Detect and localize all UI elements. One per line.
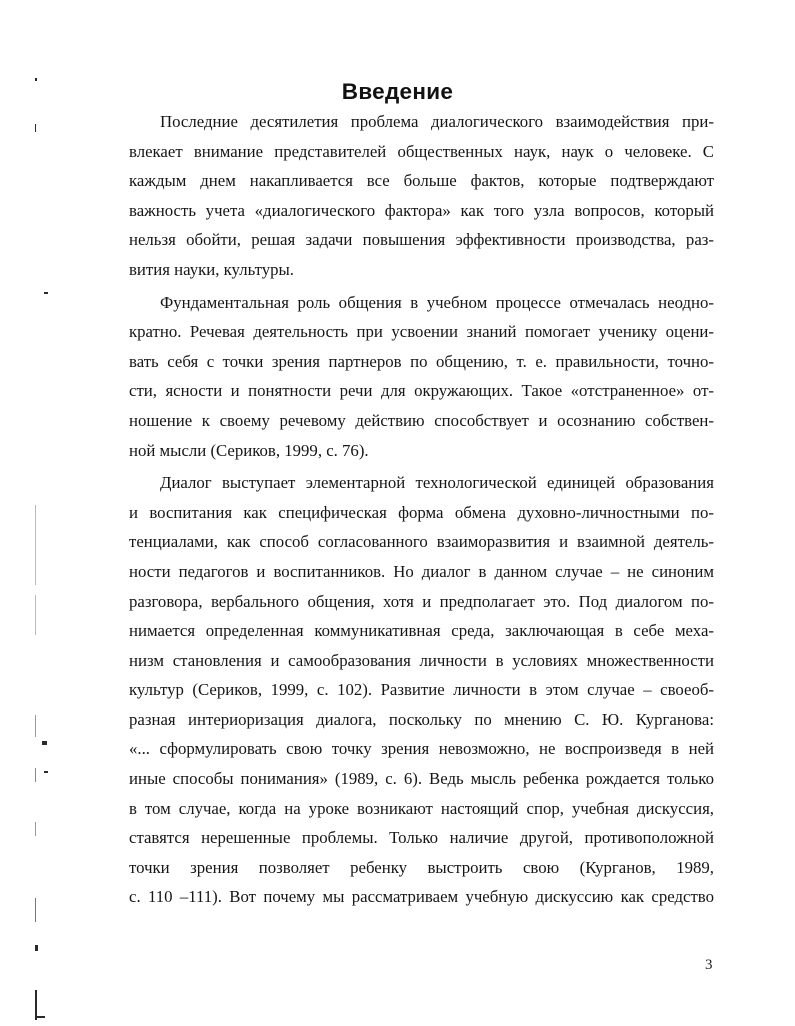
- text-line: Последние десятилетия проблема диалогического взаимодействия при-: [160, 112, 714, 131]
- scan-mark: [35, 124, 36, 132]
- text-line: разговора, вербального общения, хотя и предполагает это. Под диалогом по-: [129, 591, 714, 611]
- text-line: «... сформулировать свою точку зрения невозможно, не воспроизведя в ней: [129, 739, 714, 759]
- text-line: сти, ясности и понятности речи для окружающих. Такое «отстраненное» от-: [129, 381, 714, 401]
- scan-mark: [35, 505, 36, 585]
- paragraph: [129, 288, 714, 466]
- text-line: ности педагогов и воспитанников. Но диалог в данном случае – не синоним: [129, 561, 714, 581]
- text-line: культур (Сериков, 1999, с. 102). Развитие личности в этом случае – своеоб-: [129, 680, 714, 700]
- text-line: вать себя с точки зрения партнеров по общению, т. е. правильности, точно-: [129, 351, 714, 371]
- scan-mark: [44, 292, 48, 294]
- scan-mark: [35, 945, 38, 951]
- text-line: важность учета «диалогического фактора» как того узла вопросов, который: [129, 200, 714, 220]
- text-line: ставятся нерешенные проблемы. Только наличие другой, противоположной: [129, 828, 714, 848]
- text-line: и воспитания как специфическая форма обмена духовно-личностными по-: [129, 502, 714, 522]
- scan-mark: [44, 771, 48, 773]
- text-line: в том случае, когда на уроке возникают настоящий спор, учебная дискуссия,: [129, 798, 714, 818]
- scan-mark: [35, 822, 36, 836]
- paragraph: [129, 107, 714, 285]
- scan-mark: [35, 1016, 45, 1018]
- text-line: с. 110 –111). Вот почему мы рассматриваем учебную дискуссию как средство: [129, 887, 714, 907]
- page-number: 3: [705, 957, 713, 973]
- text-line: разная интериоризация диалога, поскольку по мнению С. Ю. Курганова:: [129, 709, 714, 729]
- text-line: ной мысли (Сериков, 1999, с. 76).: [129, 440, 369, 460]
- text-line: влекает внимание представителей общественных наук, наук о человеке. С: [129, 141, 714, 161]
- text-line: нимается определенная коммуникативная среда, заключающая в себе меха-: [129, 621, 714, 641]
- text-line: вития науки, культуры.: [129, 259, 294, 279]
- text-line: Фундаментальная роль общения в учебном процессе отмечалась неодно-: [160, 292, 714, 312]
- document-body: [129, 107, 714, 912]
- text-line: каждым днем накапливается все больше фактов, которые подтверждают: [129, 171, 714, 191]
- text-line: тенциалами, как способ согласованного взаиморазвития и взаимной деятель-: [129, 532, 714, 552]
- scan-mark: [35, 768, 36, 782]
- text-line: ношение к своему речевому действию способствует и осознанию собствен-: [129, 410, 714, 430]
- text-line: иные способы понимания» (1989, с. 6). Ведь мысль ребенка рождается только: [129, 769, 714, 789]
- text-line: кратно. Речевая деятельность при усвоении знаний помогает ученику оцени-: [129, 322, 714, 342]
- scan-mark: [42, 741, 47, 745]
- text-line: точки зрения позволяет ребенку выстроить свою (Курганов, 1989,: [129, 857, 714, 877]
- text-line: нельзя обойти, решая задачи повышения эффективности производства, раз-: [129, 230, 714, 250]
- scan-mark: [35, 715, 36, 737]
- scan-mark: [35, 898, 36, 922]
- page-title: Введение: [341, 79, 454, 105]
- scan-mark: [35, 595, 36, 635]
- paragraph: [129, 468, 714, 912]
- text-line: низм становления и самообразования личности в условиях множественности: [129, 650, 714, 670]
- text-line: Диалог выступает элементарной технологической единицей образования: [160, 473, 714, 493]
